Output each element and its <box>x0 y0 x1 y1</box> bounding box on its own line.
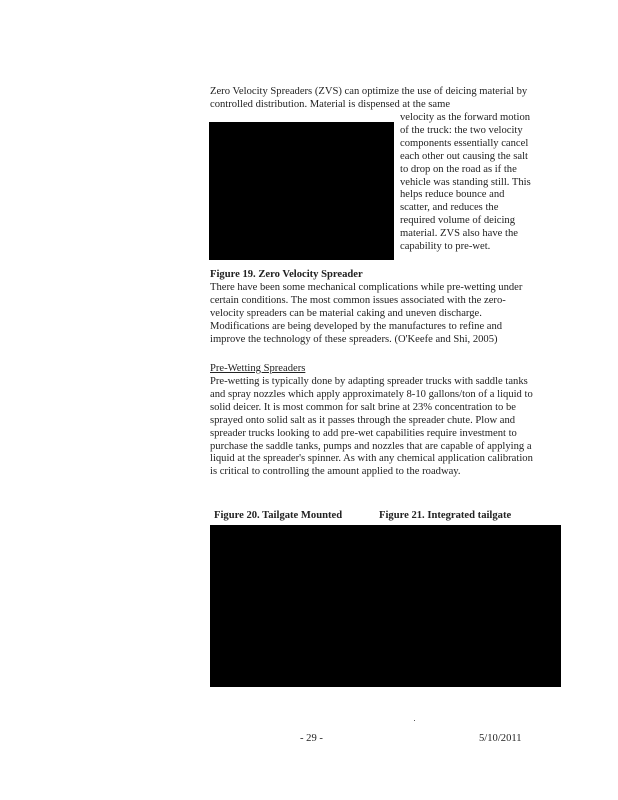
figure-19-caption: Figure 19. Zero Velocity Spreader <box>210 269 363 280</box>
zvs-intro-text: Zero Velocity Spreaders (ZVS) can optimize the use of deicing material by controlled distribution. Material is dispensed at the same <box>210 86 528 110</box>
zvs-wrap-text: velocity as the forward motion of the truck: the two velocity components essentially cancel each other out causing the salt to drop on the road as if the vehicle was standing still. This helps reduce bounce and scatter, and reduces the required volume of deicing material. ZVS also have the capability to pre-wet. <box>400 112 531 253</box>
zvs-continuation-text: There have been some mechanical complications while pre-wetting under certain conditions. The most common issues associated with the zero-velocity spreaders can be material caking and uneven discharge. Modifications are being developed by the manufactures to refine and improve the technology of these spreaders. (O'Keefe and Shi, 2005) <box>210 282 523 345</box>
stray-mark <box>414 720 415 721</box>
figure-19-image <box>209 122 394 260</box>
figure-20-caption: Figure 20. Tailgate Mounted <box>214 510 343 521</box>
footer-date: 5/10/2011 <box>479 733 522 744</box>
pre-wetting-heading: Pre-Wetting Spreaders <box>210 363 306 374</box>
pre-wetting-text: Pre-wetting is typically done by adapting spreader trucks with saddle tanks and spray nozzles which apply approximately 8-10 gallons/ton of a liquid to solid deicer. It is most common for salt brine at 23% concentration to be sprayed onto solid salt as it passes through the spreader chute. Plow and spreader trucks looking to add pre-wet capabilities require investment to purchase the saddle tanks, pumps and nozzles that are capable of applying a liquid at the spreader's spinner. As with any chemical application calibration is critical to controlling the amount applied to the roadway. <box>210 376 533 478</box>
figure-21-caption: Figure 21. Integrated tailgate <box>379 510 512 521</box>
page-number: - 29 - <box>300 733 323 744</box>
figure-20-21-image <box>210 525 561 687</box>
